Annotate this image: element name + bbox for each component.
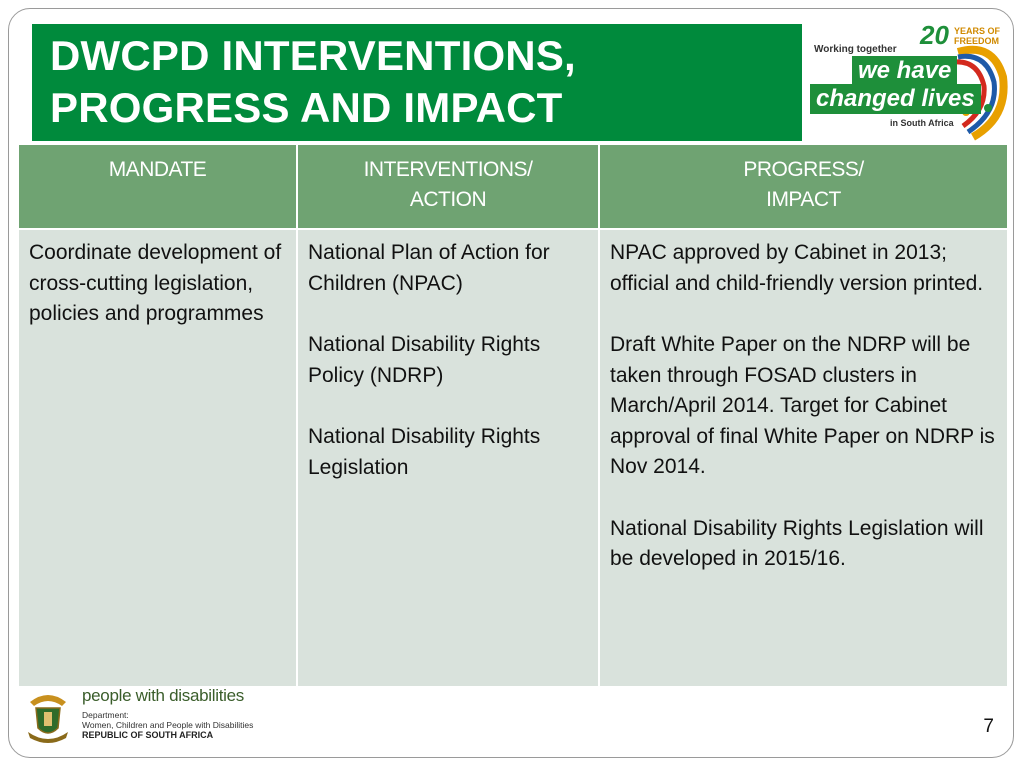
table-row (18, 229, 1008, 687)
working-together: Working together (814, 44, 897, 55)
slide-title (32, 24, 802, 141)
footer-dept-name: Women, Children and People with Disabilities (82, 720, 254, 730)
header-interventions (297, 144, 599, 229)
years-of-freedom: YEARS OF FREEDOM (954, 26, 1001, 46)
years-number: 20 (920, 20, 949, 50)
coat-of-arms-icon (26, 688, 70, 744)
intervention-item: National Disability Rights Legislation (308, 425, 541, 479)
table-header-row (18, 144, 1008, 229)
interventions-table (17, 143, 1009, 688)
footer-country: REPUBLIC OF SOUTH AFRICA (82, 730, 214, 740)
footer-brand: people with disabilities (82, 686, 244, 705)
header-interventions-line2: ACTION (409, 188, 487, 211)
progress-item: NPAC approved by Cabinet in 2013; official and child-friendly version printed. (610, 241, 984, 295)
header-progress (599, 144, 1008, 229)
department-logo (26, 686, 276, 746)
changed-lives: changed lives (810, 84, 981, 114)
footer-dept-label: Department: (82, 710, 129, 720)
header-interventions-line1: INTERVENTIONS/ (363, 158, 533, 181)
title-line-1: DWCPD INTERVENTIONS, (50, 32, 576, 79)
header-mandate-label: MANDATE (108, 158, 207, 181)
mandate-text: Coordinate development of cross-cutting legislation, policies and programmes (29, 241, 282, 325)
cell-interventions (297, 229, 599, 687)
page-number: 7 (983, 716, 994, 737)
cell-progress (599, 229, 1008, 687)
intervention-item: National Disability Rights Policy (NDRP) (308, 333, 541, 387)
progress-item: Draft White Paper on the NDRP will be taken through FOSAD clusters in March/April 2014. Target for Cabinet approval of final White Paper on NDRP is Nov 2014. (610, 333, 995, 478)
cell-mandate (18, 229, 297, 687)
in-south-africa: in South Africa (890, 118, 954, 128)
header-progress-line1: PROGRESS/ (743, 158, 864, 181)
we-have: we have (852, 56, 957, 86)
progress-item: National Disability Rights Legislation will be developed in 2015/16. (610, 516, 984, 570)
header-mandate (18, 144, 297, 229)
header-progress-line2: IMPACT (766, 188, 841, 211)
intervention-item: National Plan of Action for Children (NPAC) (308, 241, 550, 295)
title-line-2: PROGRESS AND IMPACT (50, 84, 563, 131)
twenty-years-freedom-logo (808, 22, 1008, 144)
